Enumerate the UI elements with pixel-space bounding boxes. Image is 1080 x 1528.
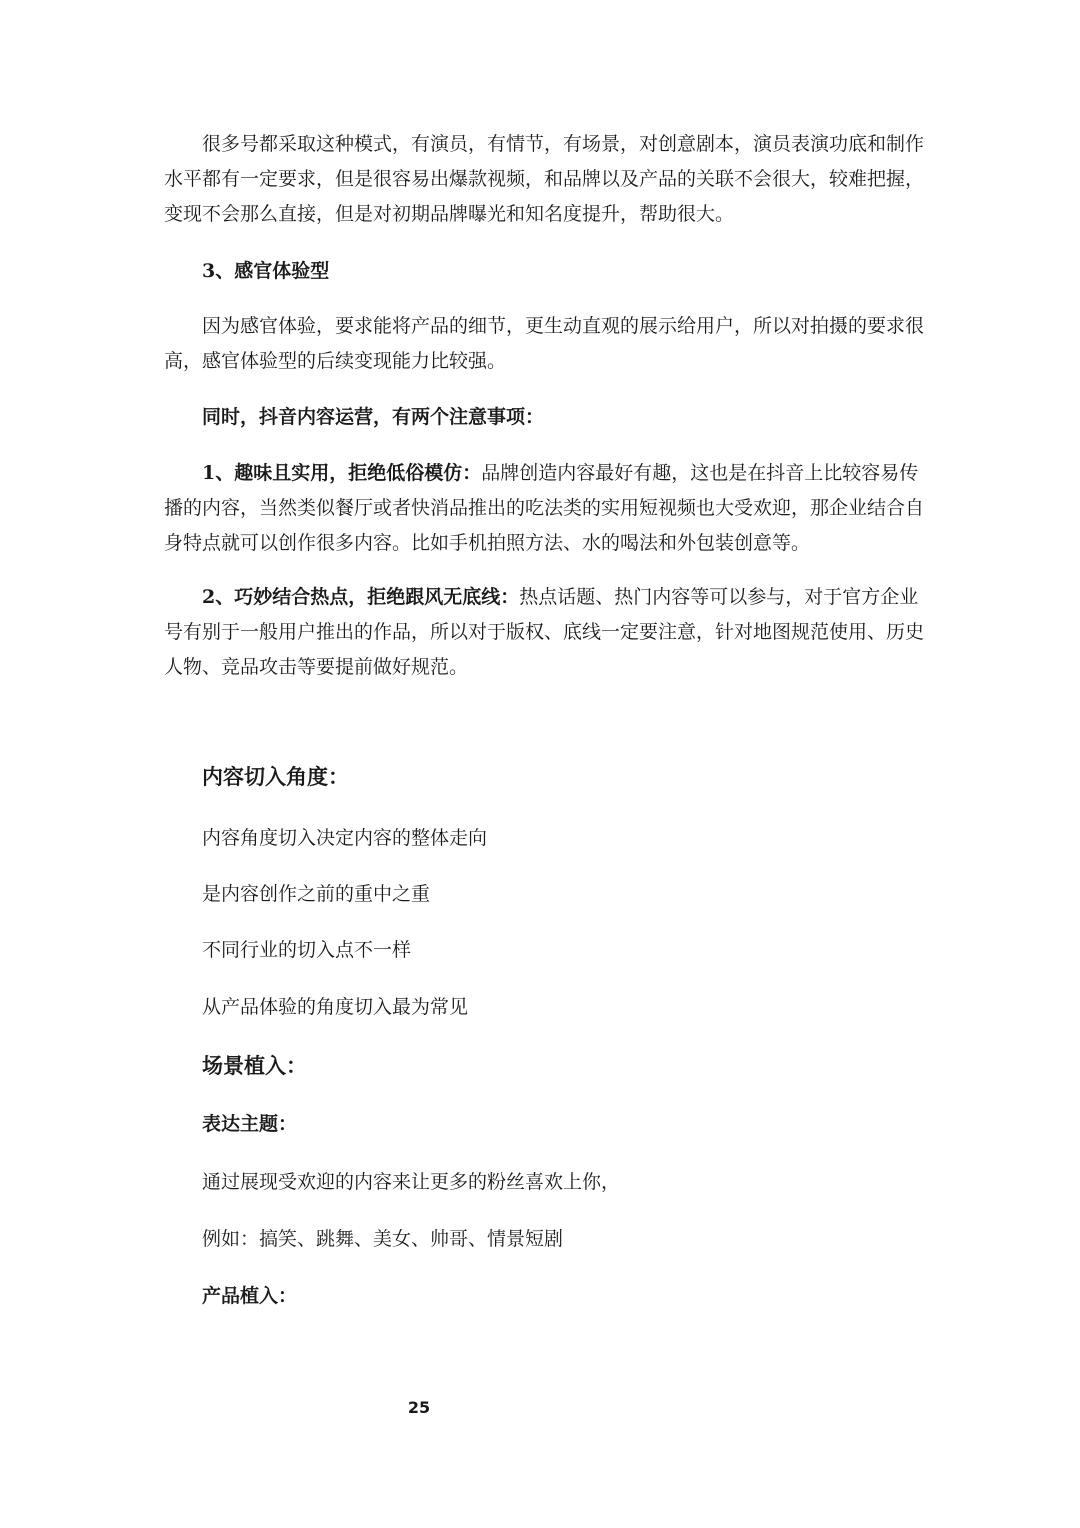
theme-line: 例如：搞笑、跳舞、美女、帅哥、情景短剧 xyxy=(202,1228,564,1250)
product-placement-label: 产品植入： xyxy=(202,1285,298,1307)
note-1 xyxy=(164,456,924,561)
note-1-text: 品牌创造内容最好有趣，这也是在抖音上比较容易传播的内容，当然类似餐厅或者快消品推出的吃法类的实用短视频也大受欢迎，那企业结合自身特点就可以创作很多内容。比如手机拍照方法、水的喝法和外包装创意等。 xyxy=(164,462,925,554)
section-heading-sensory: 3、感官体验型 xyxy=(202,260,330,282)
note-1-title: 1、趣味且实用，拒绝低俗模仿： xyxy=(202,462,482,484)
note-2 xyxy=(164,580,924,685)
content-angle-line: 是内容创作之前的重中之重 xyxy=(202,883,431,905)
page-number: 25 xyxy=(407,1398,431,1417)
content-angle-line: 内容角度切入决定内容的整体走向 xyxy=(202,827,488,849)
scene-placement-heading: 场景植入： xyxy=(202,1053,307,1078)
note-2-title: 2、巧妙结合热点，拒绝跟风无底线： xyxy=(202,586,520,608)
content-angle-line: 不同行业的切入点不一样 xyxy=(202,939,412,961)
paragraph-sensory: 因为感官体验，要求能将产品的细节，更生动直观的展示给用户，所以对拍摄的要求很高，感官体验型的后续变现能力比较强。 xyxy=(164,315,925,372)
content-angle-heading: 内容切入角度： xyxy=(202,764,349,789)
theme-label: 表达主题： xyxy=(202,1113,298,1135)
note-2-text: 热点话题、热门内容等可以参与，对于官方企业号有别于一般用户推出的作品，所以对于版权、底线一定要注意，针对地图规范使用、历史人物、竞品攻击等要提前做好规范。 xyxy=(164,586,925,678)
paragraph-drama-mode: 很多号都采取这种模式，有演员，有情节，有场景，对创意剧本，演员表演功底和制作水平都有一定要求，但是很容易出爆款视频，和品牌以及产品的关联不会很大，较难把握，变现不会那么直接，但是对初期品牌曝光和知名度提升，帮助很大。 xyxy=(164,133,925,225)
theme-line: 通过展现受欢迎的内容来让更多的粉丝喜欢上你， xyxy=(202,1171,621,1193)
notes-intro: 同时，抖音内容运营，有两个注意事项： xyxy=(202,406,545,428)
content-angle-line: 从产品体验的角度切入最为常见 xyxy=(202,996,469,1018)
